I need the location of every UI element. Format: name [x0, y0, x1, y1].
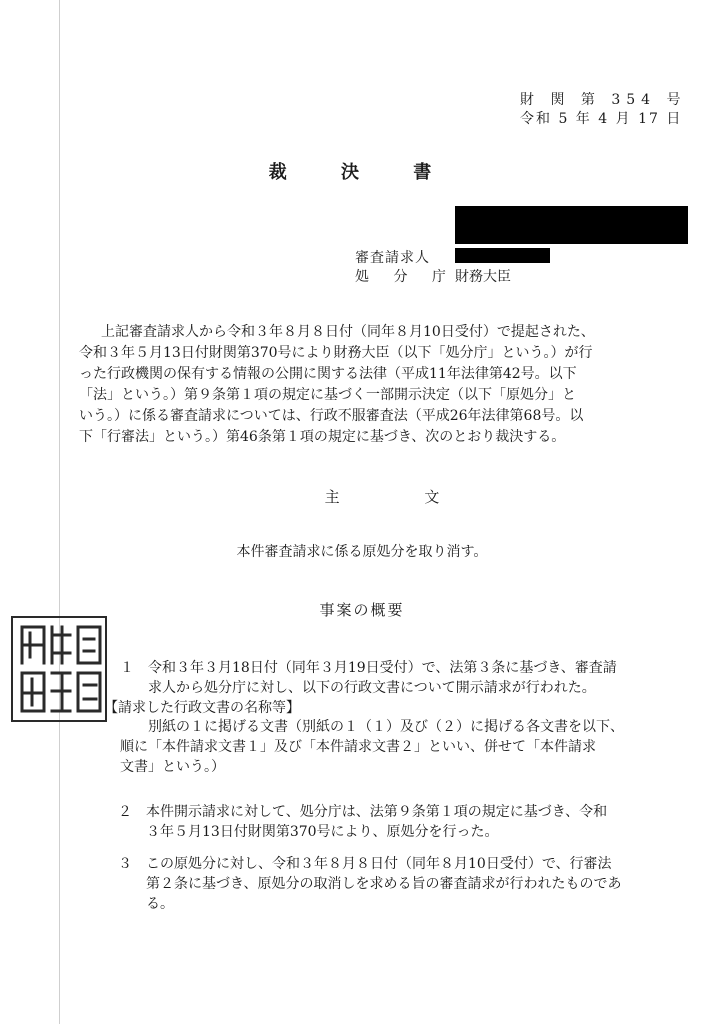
requested-docs-text — [120, 717, 624, 777]
document-title: 裁 決 書 — [268, 162, 456, 183]
outline-item-1 — [120, 658, 617, 698]
official-seal-stamp — [8, 613, 110, 725]
intro-line: 「法」という。）第９条第１項の規定に基づく一部開示決定（以下「原処分」と — [79, 387, 576, 403]
outline-item-3 — [118, 854, 621, 914]
ruling-text: 本件審査請求に係る原処分を取り消す。 — [236, 544, 488, 560]
requested-docs-line: 別紙の１に掲げる文書（別紙の１（１）及び（２）に掲げる各文書を以下、 — [148, 719, 624, 735]
requested-docs-line: 文書」という。） — [120, 759, 225, 775]
item-line: ３年５月13日付財関第370号により、原処分を行った。 — [146, 824, 499, 840]
item-number: ２ — [118, 804, 132, 820]
requested-docs-heading: 【請求した行政文書の名称等】 — [104, 700, 300, 716]
intro-line: 上記審査請求人から令和３年８月８日付（同年８月10日受付）で提起された、 — [101, 324, 595, 340]
item-line: 求人から処分庁に対し、以下の行政文書について開示請求が行われた。 — [148, 680, 596, 696]
requested-docs-line: 順に「本件請求文書１」及び「本件請求文書２」といい、併せて「本件請求 — [120, 739, 596, 755]
item-line: 令和３年３月18日付（同年３月19日受付）で、法第３条に基づき、審査請 — [148, 660, 617, 676]
item-line: 第２条に基づき、原処分の取消しを求める旨の審査請求が行われたものであ — [146, 876, 622, 892]
intro-paragraph — [79, 322, 701, 448]
item-line: 本件開示請求に対して、処分庁は、法第９条第１項の規定に基づき、令和 — [146, 804, 608, 820]
main-heading: 主 文 — [324, 488, 480, 506]
item-number: １ — [120, 660, 134, 676]
intro-line: 下「行審法」という。）第46条第１項の規定に基づき、次のとおり裁決する。 — [79, 429, 566, 445]
outline-item-2 — [118, 802, 607, 842]
authority-label: 処 分 庁 — [355, 269, 456, 285]
requester-label: 審査請求人 — [355, 250, 430, 266]
intro-line: った行政機関の保有する情報の公開に関する法律（平成11年法律第42号。以下 — [79, 366, 577, 382]
intro-line: 令和３年５月13日付財関第370号により財務大臣（以下「処分庁」という。）が行 — [79, 345, 593, 361]
doc-number: 財 関 第 354 号 — [520, 92, 687, 108]
redaction-block-name — [455, 248, 550, 263]
scan-edge-line — [59, 0, 60, 1024]
authority-value: 財務大臣 — [455, 269, 511, 285]
redaction-block-address — [455, 206, 688, 244]
outline-heading: 事案の概要 — [319, 601, 405, 619]
doc-date: 令和 5 年 4 月 17 日 — [520, 111, 683, 127]
item-line: る。 — [146, 896, 174, 912]
item-line: この原処分に対し、令和３年８月８日付（同年８月10日受付）で、行審法 — [146, 856, 612, 872]
item-number: ３ — [118, 856, 132, 872]
intro-line: いう。）に係る審査請求については、行政不服審査法（平成26年法律第68号。以 — [79, 408, 584, 424]
